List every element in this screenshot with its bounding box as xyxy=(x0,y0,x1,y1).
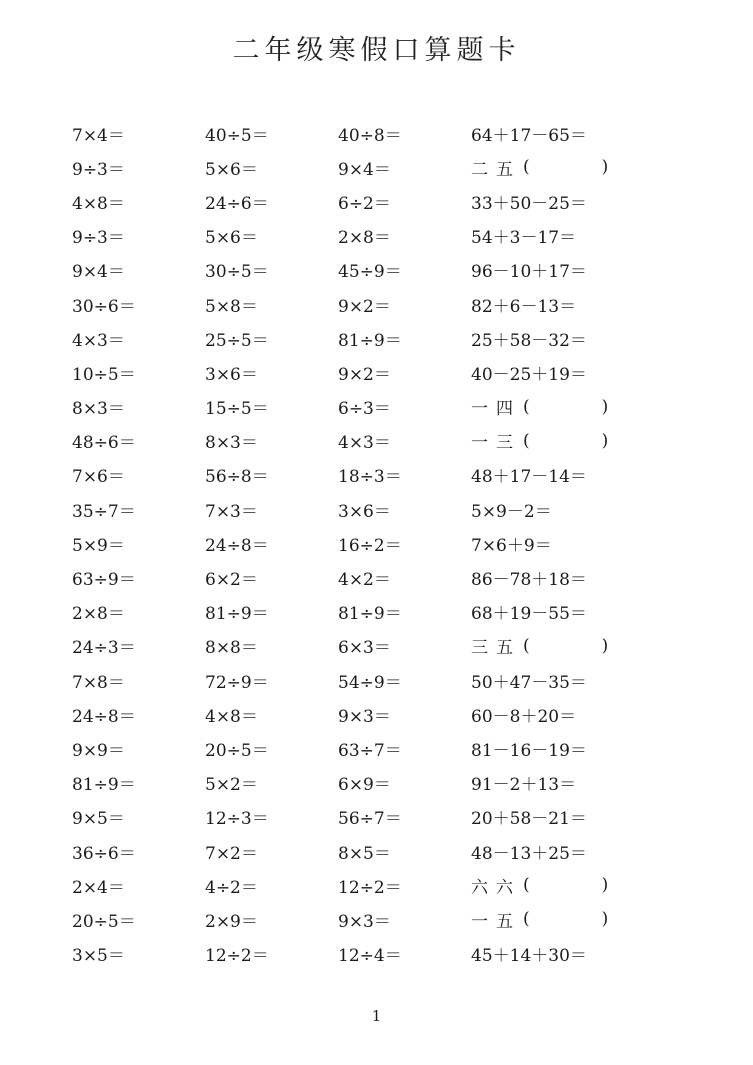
math-problem: 25÷5＝ xyxy=(205,330,269,351)
math-problem: 24÷8＝ xyxy=(72,706,136,727)
multiplication-rhyme-blank xyxy=(471,907,692,932)
math-problem: 4÷2＝ xyxy=(205,877,258,898)
math-problem: 9×5＝ xyxy=(72,809,125,830)
math-problem: 9×3＝ xyxy=(338,911,391,932)
page-number: 1 xyxy=(371,1007,382,1025)
problem-row xyxy=(72,560,692,594)
multiplication-rhyme-blank xyxy=(471,873,692,898)
math-problem: 6×9＝ xyxy=(338,775,391,796)
problem-row xyxy=(72,902,692,936)
close-paren: ) xyxy=(601,909,609,930)
math-problem: 12÷2＝ xyxy=(205,946,269,967)
problem-row xyxy=(72,595,692,629)
math-problem: 8×8＝ xyxy=(205,638,258,659)
problem-row xyxy=(72,458,692,492)
math-problem: 9×2＝ xyxy=(338,296,391,317)
math-problem: 24÷3＝ xyxy=(72,638,136,659)
multiplication-rhyme-blank xyxy=(471,633,692,658)
open-paren: ( xyxy=(523,635,530,656)
math-problem: 2×9＝ xyxy=(205,911,258,932)
math-problem: 64＋17－65＝ xyxy=(471,125,587,146)
rhyme-characters: 六六 xyxy=(471,877,521,898)
math-problem: 56÷8＝ xyxy=(205,467,269,488)
multiplication-rhyme-blank xyxy=(471,155,692,180)
math-problem: 9÷3＝ xyxy=(72,228,125,249)
problem-row xyxy=(72,526,692,560)
math-problem: 40÷5＝ xyxy=(205,125,269,146)
math-problem: 8×3＝ xyxy=(205,433,258,454)
multiplication-rhyme-blank xyxy=(471,394,692,419)
math-problem: 12÷3＝ xyxy=(205,809,269,830)
math-problem: 4×8＝ xyxy=(205,706,258,727)
math-problem: 9×9＝ xyxy=(72,740,125,761)
math-problem: 48÷6＝ xyxy=(72,433,136,454)
math-problem: 9×4＝ xyxy=(72,262,125,283)
math-problem: 5×2＝ xyxy=(205,775,258,796)
math-problem: 30÷6＝ xyxy=(72,296,136,317)
close-paren: ) xyxy=(601,635,609,656)
math-problem: 4×2＝ xyxy=(338,570,391,591)
math-problem: 7×8＝ xyxy=(72,672,125,693)
math-problem: 5×9＝ xyxy=(72,535,125,556)
close-paren: ) xyxy=(601,396,609,417)
math-problem: 6÷3＝ xyxy=(338,399,391,420)
problem-row xyxy=(72,697,692,731)
math-problem: 81÷9＝ xyxy=(72,775,136,796)
math-problem: 24÷8＝ xyxy=(205,535,269,556)
math-problem: 40－25＋19＝ xyxy=(471,364,587,385)
rhyme-characters: 三五 xyxy=(471,638,521,659)
math-problem: 2×8＝ xyxy=(338,228,391,249)
close-paren: ) xyxy=(601,157,609,178)
math-problem: 54＋3－17＝ xyxy=(471,228,577,249)
problem-row xyxy=(72,184,692,218)
open-paren: ( xyxy=(523,396,530,417)
problem-row xyxy=(72,834,692,868)
math-problem: 45＋14＋30＝ xyxy=(471,946,587,967)
math-problem: 5×6＝ xyxy=(205,228,258,249)
math-problem: 7×3＝ xyxy=(205,501,258,522)
math-problem: 9×4＝ xyxy=(338,159,391,180)
math-problem: 96－10＋17＝ xyxy=(471,262,587,283)
math-problem: 8×3＝ xyxy=(72,399,125,420)
problem-grid xyxy=(72,116,692,971)
math-problem: 3×5＝ xyxy=(72,946,125,967)
rhyme-characters: 二五 xyxy=(471,159,521,180)
open-paren: ( xyxy=(523,430,530,451)
math-problem: 20＋58－21＝ xyxy=(471,809,587,830)
math-problem: 56÷7＝ xyxy=(338,809,402,830)
math-problem: 20÷5＝ xyxy=(72,911,136,932)
math-problem: 48＋17－14＝ xyxy=(471,467,587,488)
math-problem: 72÷9＝ xyxy=(205,672,269,693)
math-problem: 3×6＝ xyxy=(205,364,258,385)
rhyme-characters: 一四 xyxy=(471,399,521,420)
problem-row xyxy=(72,766,692,800)
problem-row xyxy=(72,390,692,424)
math-problem: 6÷2＝ xyxy=(338,193,391,214)
math-problem: 81÷9＝ xyxy=(338,330,402,351)
math-problem: 20÷5＝ xyxy=(205,740,269,761)
math-problem: 60－8＋20＝ xyxy=(471,706,577,727)
math-problem: 8×5＝ xyxy=(338,843,391,864)
math-problem: 36÷6＝ xyxy=(72,843,136,864)
open-paren: ( xyxy=(523,909,530,930)
math-problem: 5×6＝ xyxy=(205,159,258,180)
math-problem: 4×3＝ xyxy=(72,330,125,351)
math-problem: 7×4＝ xyxy=(72,125,125,146)
math-problem: 81÷9＝ xyxy=(338,604,402,625)
math-problem: 30÷5＝ xyxy=(205,262,269,283)
problem-row xyxy=(72,629,692,663)
rhyme-characters: 一三 xyxy=(471,433,521,454)
math-problem: 5×8＝ xyxy=(205,296,258,317)
math-problem: 40÷8＝ xyxy=(338,125,402,146)
problem-row xyxy=(72,321,692,355)
problem-row xyxy=(72,800,692,834)
math-problem: 81－16－19＝ xyxy=(471,740,587,761)
math-problem: 5×9－2＝ xyxy=(471,501,552,522)
math-problem: 24÷6＝ xyxy=(205,193,269,214)
problem-row xyxy=(72,219,692,253)
problem-row xyxy=(72,937,692,971)
math-problem: 4×3＝ xyxy=(338,433,391,454)
math-problem: 63÷7＝ xyxy=(338,740,402,761)
page-title: 二年级寒假口算题卡 xyxy=(232,35,521,66)
math-problem: 18÷3＝ xyxy=(338,467,402,488)
math-problem: 35÷7＝ xyxy=(72,501,136,522)
math-problem: 91－2＋13＝ xyxy=(471,775,577,796)
problem-row xyxy=(72,150,692,184)
open-paren: ( xyxy=(523,157,530,178)
math-problem: 82＋6－13＝ xyxy=(471,296,577,317)
math-problem: 10÷5＝ xyxy=(72,364,136,385)
problem-row xyxy=(72,424,692,458)
problem-row xyxy=(72,287,692,321)
problem-row xyxy=(72,116,692,150)
math-problem: 9×2＝ xyxy=(338,364,391,385)
math-problem: 6×3＝ xyxy=(338,638,391,659)
math-problem: 15÷5＝ xyxy=(205,399,269,420)
math-problem: 25＋58－32＝ xyxy=(471,330,587,351)
math-problem: 12÷4＝ xyxy=(338,946,402,967)
math-problem: 9×3＝ xyxy=(338,706,391,727)
math-problem: 7×2＝ xyxy=(205,843,258,864)
math-problem: 2×4＝ xyxy=(72,877,125,898)
math-problem: 2×8＝ xyxy=(72,604,125,625)
math-problem: 4×8＝ xyxy=(72,193,125,214)
math-problem: 63÷9＝ xyxy=(72,570,136,591)
math-problem: 48－13＋25＝ xyxy=(471,843,587,864)
math-problem: 81÷9＝ xyxy=(205,604,269,625)
math-problem: 86－78＋18＝ xyxy=(471,570,587,591)
problem-row xyxy=(72,663,692,697)
math-problem: 16÷2＝ xyxy=(338,535,402,556)
math-problem: 3×6＝ xyxy=(338,501,391,522)
close-paren: ) xyxy=(601,875,609,896)
math-problem: 7×6＝ xyxy=(72,467,125,488)
math-problem: 45÷9＝ xyxy=(338,262,402,283)
math-problem: 68＋19－55＝ xyxy=(471,604,587,625)
math-problem: 12÷2＝ xyxy=(338,877,402,898)
open-paren: ( xyxy=(523,875,530,896)
problem-row xyxy=(72,868,692,902)
problem-row xyxy=(72,731,692,765)
math-problem: 6×2＝ xyxy=(205,570,258,591)
problem-row xyxy=(72,253,692,287)
problem-row xyxy=(72,492,692,526)
problem-row xyxy=(72,355,692,389)
multiplication-rhyme-blank xyxy=(471,428,692,453)
math-problem: 33＋50－25＝ xyxy=(471,193,587,214)
math-problem: 9÷3＝ xyxy=(72,159,125,180)
math-problem: 54÷9＝ xyxy=(338,672,402,693)
rhyme-characters: 一五 xyxy=(471,911,521,932)
close-paren: ) xyxy=(601,430,609,451)
math-problem: 50＋47－35＝ xyxy=(471,672,587,693)
math-problem: 7×6＋9＝ xyxy=(471,535,552,556)
